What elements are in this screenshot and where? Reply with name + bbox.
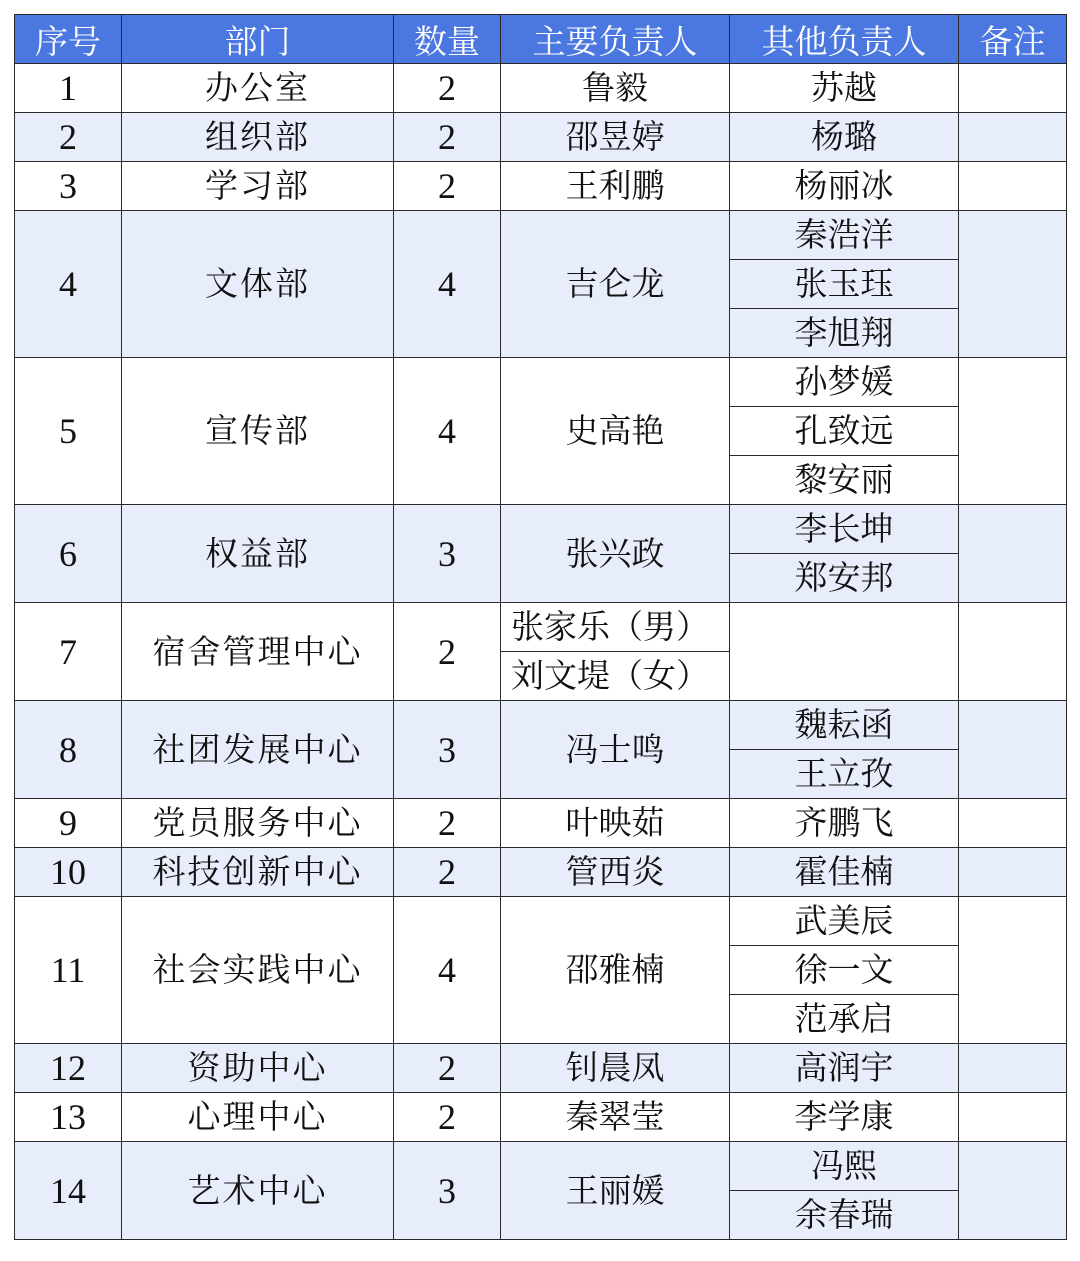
- department-name: 文体部: [122, 211, 394, 358]
- other-lead: 徐一文: [730, 946, 959, 995]
- table-row: [15, 64, 1067, 113]
- staff-table: [14, 14, 1067, 1240]
- note-cell: [959, 358, 1067, 505]
- row-number: 14: [15, 1142, 122, 1240]
- row-number: 8: [15, 701, 122, 799]
- other-lead-empty: [730, 603, 959, 701]
- main-lead: 冯士鸣: [501, 701, 730, 799]
- row-number: 12: [15, 1044, 122, 1093]
- table-row: [15, 799, 1067, 848]
- other-lead: 李旭翔: [730, 309, 959, 358]
- other-lead: 齐鹏飞: [730, 799, 959, 848]
- main-lead: 张兴政: [501, 505, 730, 603]
- department-name: 宿舍管理中心: [122, 603, 394, 701]
- other-lead: 苏越: [730, 64, 959, 113]
- member-count: 3: [394, 701, 501, 799]
- member-count: 4: [394, 897, 501, 1044]
- department-name: 社会实践中心: [122, 897, 394, 1044]
- row-number: 11: [15, 897, 122, 1044]
- row-number: 7: [15, 603, 122, 701]
- member-count: 4: [394, 358, 501, 505]
- member-count: 3: [394, 505, 501, 603]
- row-number: 3: [15, 162, 122, 211]
- note-cell: [959, 701, 1067, 799]
- other-lead: 王立孜: [730, 750, 959, 799]
- row-number: 13: [15, 1093, 122, 1142]
- member-count: 2: [394, 113, 501, 162]
- table-row: [15, 1044, 1067, 1093]
- department-name: 社团发展中心: [122, 701, 394, 799]
- note-cell: [959, 505, 1067, 603]
- main-lead: 邵雅楠: [501, 897, 730, 1044]
- row-number: 6: [15, 505, 122, 603]
- note-cell: [959, 603, 1067, 701]
- member-count: 2: [394, 603, 501, 701]
- member-count: 2: [394, 1044, 501, 1093]
- member-count: 2: [394, 64, 501, 113]
- member-count: 2: [394, 1093, 501, 1142]
- department-name: 心理中心: [122, 1093, 394, 1142]
- other-lead: 郑安邦: [730, 554, 959, 603]
- table-row: [15, 701, 1067, 750]
- note-cell: [959, 211, 1067, 358]
- header-note: 备注: [959, 15, 1067, 64]
- table-row: [15, 505, 1067, 554]
- row-number: 10: [15, 848, 122, 897]
- department-name: 宣传部: [122, 358, 394, 505]
- note-cell: [959, 848, 1067, 897]
- row-number: 5: [15, 358, 122, 505]
- other-lead: 李长坤: [730, 505, 959, 554]
- other-lead: 冯熙: [730, 1142, 959, 1191]
- department-name: 办公室: [122, 64, 394, 113]
- table-row: [15, 1093, 1067, 1142]
- other-lead: 黎安丽: [730, 456, 959, 505]
- department-name: 科技创新中心: [122, 848, 394, 897]
- main-lead: 管西炎: [501, 848, 730, 897]
- other-lead: 张玉珏: [730, 260, 959, 309]
- other-lead: 杨丽冰: [730, 162, 959, 211]
- main-lead: 史高艳: [501, 358, 730, 505]
- member-count: 2: [394, 848, 501, 897]
- table-row: [15, 358, 1067, 407]
- other-lead: 李学康: [730, 1093, 959, 1142]
- header-main-lead: 主要负责人: [501, 15, 730, 64]
- table-row: [15, 603, 1067, 652]
- table-row: [15, 1142, 1067, 1191]
- main-lead: 叶映茹: [501, 799, 730, 848]
- main-lead: 张家乐（男）: [501, 603, 730, 652]
- note-cell: [959, 162, 1067, 211]
- department-name: 艺术中心: [122, 1142, 394, 1240]
- other-lead: 孙梦媛: [730, 358, 959, 407]
- header-no: 序号: [15, 15, 122, 64]
- note-cell: [959, 1142, 1067, 1240]
- main-lead: 邵昱婷: [501, 113, 730, 162]
- table-row: [15, 113, 1067, 162]
- member-count: 2: [394, 799, 501, 848]
- other-lead: 孔致远: [730, 407, 959, 456]
- member-count: 2: [394, 162, 501, 211]
- main-lead: 钊晨凤: [501, 1044, 730, 1093]
- other-lead: 高润宇: [730, 1044, 959, 1093]
- department-name: 权益部: [122, 505, 394, 603]
- note-cell: [959, 113, 1067, 162]
- header-count: 数量: [394, 15, 501, 64]
- department-name: 组织部: [122, 113, 394, 162]
- main-lead: 吉仑龙: [501, 211, 730, 358]
- other-lead: 范承启: [730, 995, 959, 1044]
- table-row: [15, 848, 1067, 897]
- main-lead: 王利鹏: [501, 162, 730, 211]
- department-name: 学习部: [122, 162, 394, 211]
- table-row: [15, 897, 1067, 946]
- department-name: 资助中心: [122, 1044, 394, 1093]
- member-count: 3: [394, 1142, 501, 1240]
- note-cell: [959, 1044, 1067, 1093]
- note-cell: [959, 1093, 1067, 1142]
- row-number: 4: [15, 211, 122, 358]
- other-lead: 杨璐: [730, 113, 959, 162]
- row-number: 9: [15, 799, 122, 848]
- row-number: 1: [15, 64, 122, 113]
- table-body: [15, 64, 1067, 1240]
- main-lead: 王丽媛: [501, 1142, 730, 1240]
- table-row: [15, 211, 1067, 260]
- member-count: 4: [394, 211, 501, 358]
- header-other-leads: 其他负责人: [730, 15, 959, 64]
- main-lead: 鲁毅: [501, 64, 730, 113]
- department-name: 党员服务中心: [122, 799, 394, 848]
- note-cell: [959, 897, 1067, 1044]
- main-lead: 刘文堤（女）: [501, 652, 730, 701]
- other-lead: 余春瑞: [730, 1191, 959, 1240]
- other-lead: 霍佳楠: [730, 848, 959, 897]
- other-lead: 武美辰: [730, 897, 959, 946]
- other-lead: 魏耘函: [730, 701, 959, 750]
- row-number: 2: [15, 113, 122, 162]
- note-cell: [959, 799, 1067, 848]
- header-dept: 部门: [122, 15, 394, 64]
- table-row: [15, 162, 1067, 211]
- note-cell: [959, 64, 1067, 113]
- main-lead: 秦翠莹: [501, 1093, 730, 1142]
- header-row: [15, 15, 1067, 64]
- other-lead: 秦浩洋: [730, 211, 959, 260]
